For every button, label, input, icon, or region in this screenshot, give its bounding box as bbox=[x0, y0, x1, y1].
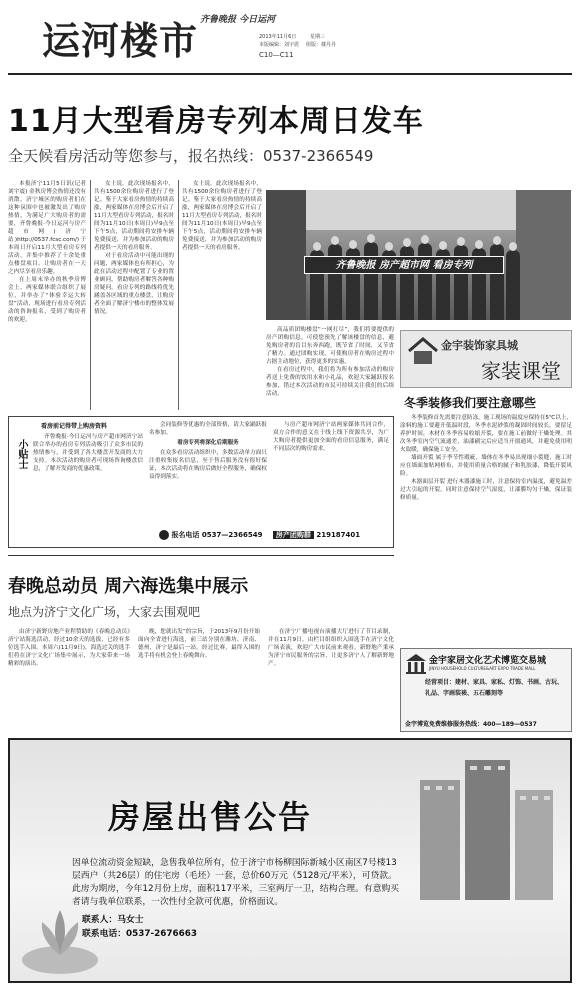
masthead-weekday: 星期三 bbox=[310, 34, 326, 40]
decor-article-body bbox=[400, 414, 572, 642]
masthead-brand: 齐鲁晚报 今日运河 bbox=[200, 15, 276, 25]
decor-article-title: 冬季装修我们要注意哪些 bbox=[404, 396, 537, 410]
article1-col4 bbox=[266, 326, 394, 410]
article2-rule bbox=[8, 555, 394, 556]
tips-col1-p1: 齐鲁晚报·今日运河与房产超市网济宁站联合举办的看房专列活动吸引了众多市民的热情参与，并受到了各大楼盘开发商的大力支持。本次活动的购房者可现场咨询楼盘信息，了解开发商的优惠政策。 bbox=[33, 434, 143, 472]
culture-ad-en: JINYU HOUSEHOLD CULTURE&ART EXPO TRADE MALL bbox=[429, 666, 536, 671]
tips-phone: 0537—2366549 bbox=[201, 531, 263, 539]
photo-banner: 齐鲁晚报 房产超市网 看房专列 bbox=[304, 256, 504, 274]
sale-notice-title: 房屋出售公告 bbox=[108, 798, 313, 836]
article2-col3 bbox=[268, 628, 394, 728]
tips-col2-p2: 在众多看房活动组织中，多数活动单方面只注重收集报名信息，至于售后服务没有很好保证，本次活动将在购房后做好全程服务，确保权益得到落实。 bbox=[149, 450, 267, 480]
article1-col1 bbox=[8, 180, 86, 410]
column-divider bbox=[178, 180, 179, 410]
tips-col2-title: 看房专列将深化后期服务 bbox=[177, 440, 239, 446]
masthead-design: 组版：楼丹丹 bbox=[306, 42, 337, 48]
decor-ad bbox=[400, 330, 572, 388]
photo-building bbox=[516, 190, 571, 320]
house-icon bbox=[407, 337, 439, 365]
headline: 11月大型看房专列本周日发车 bbox=[8, 104, 424, 139]
building-icon bbox=[405, 653, 427, 675]
masthead bbox=[0, 0, 580, 75]
sale-notice-contact: 联系人：马女士 bbox=[82, 915, 144, 925]
article1-col3 bbox=[182, 180, 262, 410]
tips-col2-p1: 会同装修等优惠的全部资格，请大家踊跃报名参加。 bbox=[149, 422, 267, 436]
tips-label: 小贴士 bbox=[16, 439, 27, 469]
subheadline: 全天候看房活动等您参与，报名热线：0537-2366549 bbox=[8, 147, 374, 165]
article1-col4-p1: 高品质团购楼盘“一网打尽”，我们将要提供的房产团购信息，可使您预先了解该楼盘的信息，避免购房者的盲目东奔西跑，既节省了时间，又节省了精力。通过团购实现，可使购房者在购房过程中占据主动地位，获得更多的实惠。 bbox=[266, 327, 394, 365]
photo-tree bbox=[266, 190, 306, 320]
culture-ad-scope: 经营项目：建材、家具、家私、灯饰、书画、古玩、礼品、字画装裱、五石雕刻等 bbox=[425, 679, 564, 697]
masthead-rule bbox=[8, 73, 572, 75]
decor-article-p1: 冬季装修首先需要注意防冻，施工现场的温度应保持在5℃以上，涂料的施工要避开低温时段，冬季水泥砂浆的凝固时间较长，要留足养护时间，木材在冬季容易收缩开裂，要在施工前做好干燥处理。其次冬季室内空气流通差，油漆刷完后应适当开窗通风，并避免使用明火取暖，确保施工安全。 bbox=[400, 415, 572, 453]
article1-col2-p1: 女士说。此次现场报名中，共有1500余位购房者进行了登记。鉴于大家看房热情的持续高涨，两家媒体在房博会后开启了11月大型看房专列活动，报名时间为11月10日(本周日)早9点至下午5点，活动期间将安排车辆免费接送，并为参加活动的购房者提供一天的看房服务。 bbox=[94, 181, 174, 251]
masthead-title: 运河楼市 bbox=[42, 18, 199, 63]
article1-col1-p1: 本报济宁11月5日讯(记者 刘宇震) 金秋房博会热情还没有消散，济宁城区的购房者们在这种氛围中也被激发出了购房热情，为满足广大购房者的需要，齐鲁晚报·今日运河与房产超市网(济宁站)http://0537.fcsc.com/)于本周日开启11月大型看房专列活动，并集中推荐了十余处重点楼盘项目，让购房者在一天之内尽享看房乐趣。 bbox=[8, 181, 86, 275]
sale-notice-body: 因单位流动资金短缺，急售我单位所有，位于济宁市杨柳国际新城小区南区7号楼13层西户（共26层）的住宅房（毛坯）一套，总价60万元（5128元/平米），可贷款。此房为期房，今年12月份上房，面积117平米，三室两厅一卫，结构合理。有意购买者请与我单位联系，一次性付全款可优惠，价格面议。 bbox=[72, 858, 400, 907]
group-photo bbox=[266, 190, 571, 320]
article1-col3-p1: 女士说。此次现场报名中，共有1500余位购房者进行了登记。鉴于大家看房热情的持续高涨，两家媒体在房博会后开启了11月大型看房专列活动，报名时间为11月10日(本周日)早9点至下午5点，活动期间将安排车辆免费接送，并为参加活动的购房者提供一天的看房服务。 bbox=[182, 181, 262, 251]
sale-notice-phone: 联系电话：0537-2676663 bbox=[82, 929, 197, 939]
tips-qq: 219187401 bbox=[316, 531, 361, 539]
tips-box bbox=[8, 416, 394, 548]
article1-col1-p2: 在上周末举办的秋季房博会上，两家媒体联合组织了展位，并举办了“体验幸运大转盘”活动，现场进行看房专列活动的咨询报名，受到了购房者的欢迎。 bbox=[8, 277, 86, 323]
article2-col1 bbox=[8, 628, 130, 728]
tips-col1-title: 看房前记得带上购房资料 bbox=[41, 423, 108, 430]
decor-article-p2: 墙面开裂 属于季节性瑕疵，墙体在冬季易出现细小裂缝，施工时应在墙面加贴网格布，并使用质量合格的腻子和乳胶漆，降低开裂风险。 bbox=[400, 455, 572, 477]
article2-col2 bbox=[138, 628, 260, 728]
masthead-pages: C10—C11 bbox=[259, 51, 294, 59]
tips-qq-label: 房产团购群 bbox=[273, 531, 314, 539]
masthead-editor: 本版编辑：刘宇震 bbox=[259, 42, 300, 48]
tips-col3-p1: 与房产超市网济宁站两家媒体共同合作，双方合作的意义在于线上线下资源共享，为广大购房者提供更加全面的看房信息服务，满足不同层次的购房需求。 bbox=[273, 422, 389, 452]
decor-ad-brand: 金宇装饰家具城 bbox=[441, 339, 518, 352]
culture-ad-hotline: 金宇博览免费维修服务热线：400—189—0537 bbox=[405, 721, 537, 728]
sale-notice bbox=[8, 738, 572, 983]
article2-col1-p1: 由济宁新野房地产业程赞助的《春晚总动员》济宁站海选活动，经过10余天的选拔，已经有多位选手入围。本周六(11月9日)，海选过关的选手们将在济宁文化广场集中展示，为大家带来一场精彩的演出。 bbox=[8, 629, 130, 667]
article1-col2 bbox=[94, 180, 174, 410]
article2-title: 春晚总动员 周六海选集中展示 bbox=[8, 576, 249, 597]
tower-building bbox=[410, 750, 560, 900]
decor-article-p3: 木器面层开裂 进行木器漆施工时，注意保持室内温度，避免温差过大引起的开裂，同时注意保持空气湿度，让漆膜均匀干燥，保证装修质量。 bbox=[400, 479, 572, 501]
tips-col1 bbox=[33, 433, 143, 523]
tips-contact-bar bbox=[159, 527, 389, 543]
column-divider bbox=[90, 180, 91, 410]
masthead-date: 2013年11月6日 bbox=[259, 34, 297, 40]
decor-ad-title: 家装课堂 bbox=[481, 359, 561, 383]
article1-col4-p2: 在看房过程中，我们将为所有参加活动的购房者送上免费的饮用水和小礼品，欢迎大家踊跃报名参加，错过本次活动的市民可持续关注我们的后续活动。 bbox=[266, 367, 394, 397]
article2-col2-p1: 晚，您就出发”的宗旨，于2013年9月份开始面向全省进行海选，前三站分别在潍坊、济南、德州，济宁是最后一站。经过比赛，最终入围的选手将有机会登上春晚舞台。 bbox=[138, 629, 260, 659]
article1-col2-p2: 对于看房活动中可能出现的问题，两家媒体也有所担心，为此在活动过程中配置了专业的置业顾问，帮助购房者解答各种购房疑问。看房专列的路线将优先涵盖各区域的重点楼盘，让购房者全面了解济宁楼市的整体发展情况。 bbox=[94, 253, 174, 315]
culture-ad-title: 金宇家居文化艺术博览交易城 bbox=[429, 656, 547, 666]
article2-sub: 地点为济宁文化广场，大家去围观吧 bbox=[8, 605, 201, 619]
tips-col2 bbox=[149, 421, 267, 523]
phone-icon bbox=[159, 530, 169, 540]
tips-phone-label: 报名电话 bbox=[171, 531, 200, 539]
article2-col3-p1: 在济宁广播电视台演播大厅进行了节目录制，并在11月9日，由栏目组组织入围选手在济宁文化广场表演，欢迎广大市民前来观看。新野地产秉承为济宁市民服务的宗旨，让更多济宁人了解新野地产。 bbox=[268, 629, 394, 667]
tips-col3 bbox=[273, 421, 389, 523]
culture-ad bbox=[400, 648, 572, 732]
